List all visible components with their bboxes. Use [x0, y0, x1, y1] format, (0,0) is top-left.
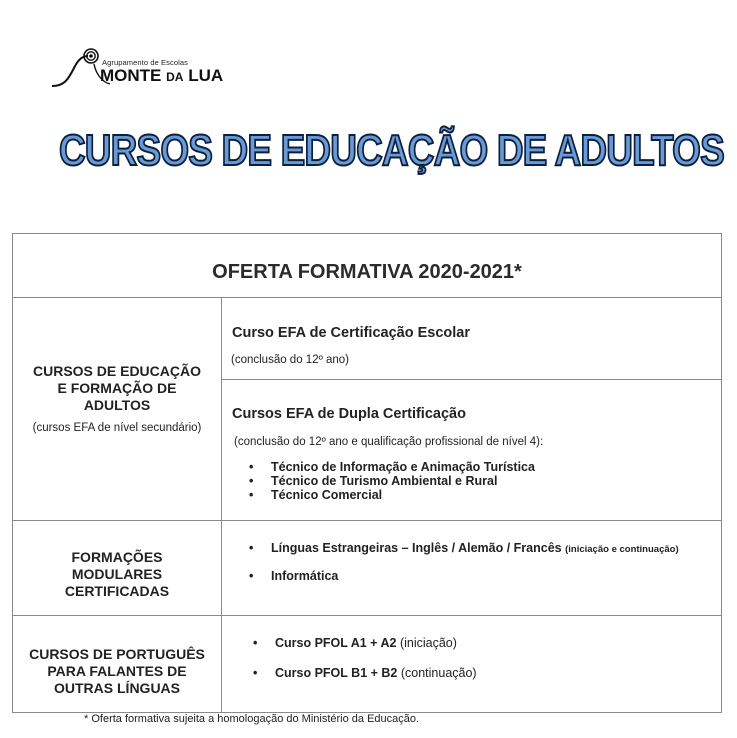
row-title: FORMAÇÕES MODULARES CERTIFICADAS [64, 549, 170, 599]
list-item: • Informática [271, 569, 679, 583]
list-item: • Técnico Comercial [271, 488, 535, 502]
row-modular-label [13, 549, 221, 600]
course-subtitle: (conclusão do 12º ano e qualificação profissional de nível 4): [234, 436, 544, 448]
list-item: • Curso PFOL B1 + B2 (continuação) [275, 666, 477, 680]
divider [221, 297, 222, 713]
divider [13, 297, 721, 298]
list-item: • Curso PFOL A1 + A2 (iniciação) [275, 636, 477, 650]
footnote: * Oferta formativa sujeita a homologação do Ministério da Educação. [84, 713, 420, 725]
row-title: CURSOS DE PORTUGUÊS PARA FALANTES DE OUTRAS LÍNGUAS [29, 646, 205, 696]
logo-subtitle: Agrupamento de Escolas [102, 58, 188, 67]
divider [13, 520, 721, 521]
modular-list [271, 541, 679, 583]
course-subtitle: (conclusão do 12º ano) [231, 354, 349, 366]
course-title: Cursos EFA de Dupla Certificação [232, 406, 466, 422]
table-header: OFERTA FORMATIVA 2020-2021* [212, 261, 522, 283]
school-logo [50, 44, 224, 90]
page-title: CURSOS DE EDUCAÇÃO DE ADULTOS [58, 126, 724, 175]
divider [13, 615, 721, 616]
row-efa-label [13, 363, 221, 434]
list-item: • Técnico de Informação e Animação Turística [271, 460, 535, 474]
pfol-list [275, 636, 477, 680]
logo-name: MONTE DA LUA [100, 66, 224, 85]
course-offer-table [12, 233, 722, 713]
list-item: • Técnico de Turismo Ambiental e Rural [271, 474, 535, 488]
course-title: Curso EFA de Certificação Escolar [232, 325, 470, 341]
divider [221, 379, 721, 380]
row-subtitle: (cursos EFA de nível secundário) [32, 422, 202, 434]
row-title: CURSOS DE EDUCAÇÃO E FORMAÇÃO DE ADULTOS [32, 363, 201, 413]
list-item: • Línguas Estrangeiras – Inglês / Alemão / Francês (iniciação e continuação) [271, 541, 679, 555]
row-pfol-label [13, 646, 221, 697]
course-list [271, 460, 535, 502]
